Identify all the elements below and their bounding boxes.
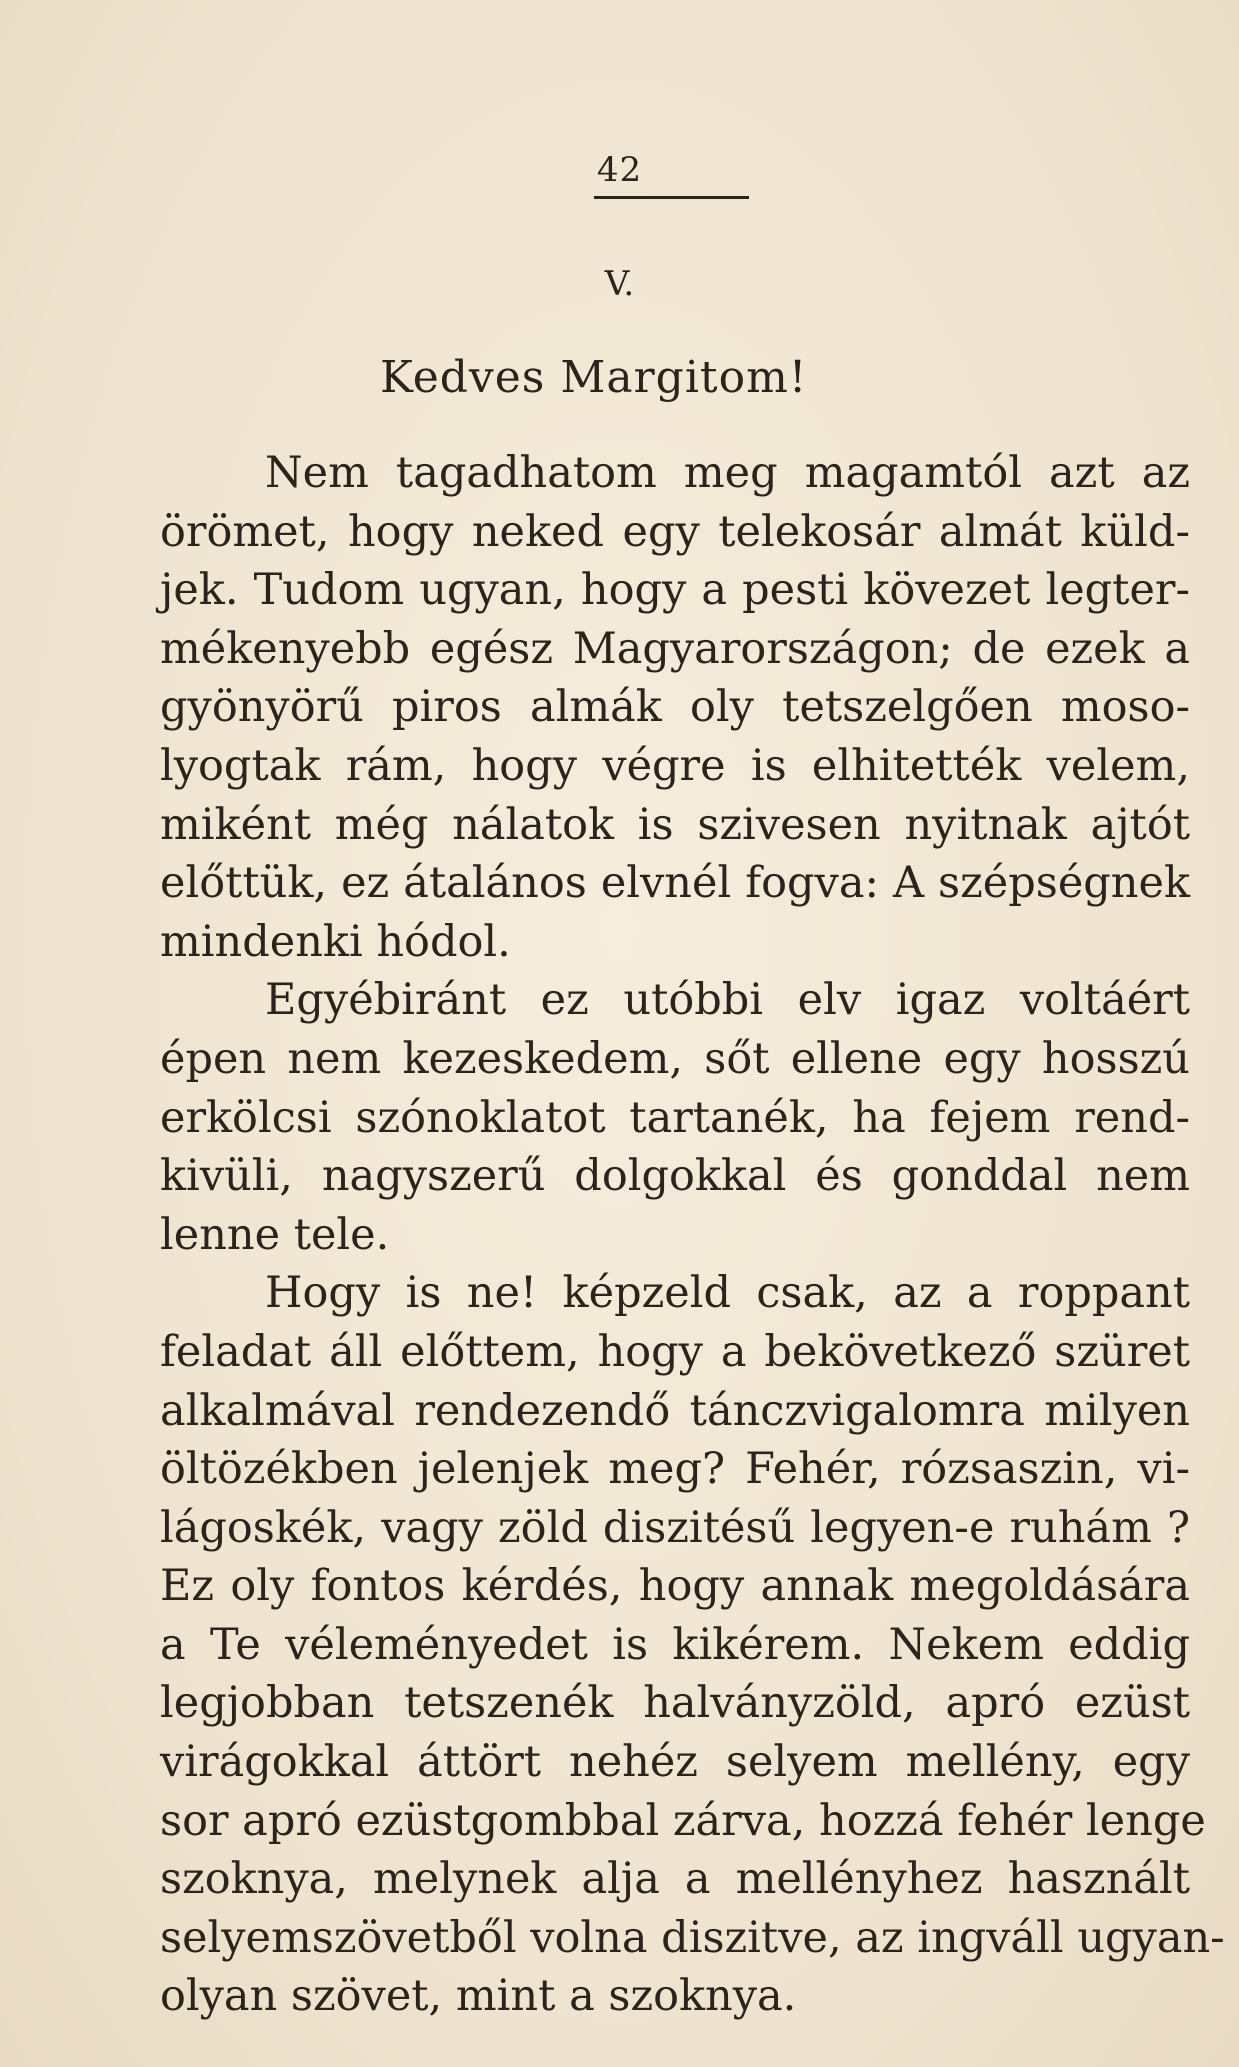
chapter-heading: V. (604, 264, 635, 304)
text-line: sor apró ezüstgombbal zárva, hozzá fehér lenge (160, 1795, 1206, 1846)
text-line: Nem tagadhatom meg magamtól azt az (265, 448, 1190, 498)
text-line: kivüli, nagyszerű dolgokkal és gonddal nem (160, 1151, 1190, 1202)
text-line: lágoskék, vagy zöld diszitésű legyen-e ruhám ? (160, 1502, 1190, 1553)
text-line: Ez oly fontos kérdés, hogy annak megoldására (160, 1561, 1190, 1612)
text-line: a Te véleményedet is kikérem. Nekem eddig (160, 1619, 1190, 1670)
text-line: épen nem kezeskedem, sőt ellene egy hosszú (160, 1033, 1190, 1084)
text-line: mindenki hódol. (160, 916, 511, 967)
text-line: selyemszövetből volna diszitve, az ingváll ugyan- (160, 1912, 1225, 1963)
paragraph (160, 1264, 1225, 2026)
text-line: lyogtak rám, hogy végre is elhitették velem, (160, 740, 1190, 791)
text-line: virágokkal áttört nehéz selyem mellény, egy (160, 1737, 1190, 1788)
text-line: előttük, ez átalános elvnél fogva: A szépségnek (160, 858, 1190, 909)
text-line: jek. Tudom ugyan, hogy a pesti kövezet legter- (160, 565, 1190, 616)
text-line: szoknya, melynek alja a mellényhez használt (160, 1854, 1190, 1905)
paragraph (160, 444, 1190, 971)
text-line: erkölcsi szónoklatot tartanék, ha fejem rend- (160, 1092, 1190, 1143)
letter-salutation: Kedves Margitom! (380, 352, 808, 403)
text-line: Hogy is ne! képzeld csak, az a roppant (265, 1268, 1190, 1319)
header-rule (594, 196, 749, 199)
page-number: 42 (596, 150, 643, 190)
text-line: feladat áll előttem, hogy a bekövetkező szüret (160, 1326, 1190, 1377)
text-line: gyönyörű piros almák oly tetszelgően moso- (160, 682, 1190, 733)
text-line: lenne tele. (160, 1209, 390, 1260)
letter-body (160, 444, 1225, 2026)
text-line: Egyébiránt ez utóbbi elv igaz voltáért (265, 975, 1190, 1026)
text-line: miként még nálatok is szivesen nyitnak ajtót (160, 799, 1190, 850)
text-line: legjobban tetszenék halványzöld, apró ezüst (160, 1678, 1190, 1729)
text-line: alkalmával rendezendő tánczvigalomra milyen (160, 1385, 1190, 1436)
text-line: olyan szövet, mint a szoknya. (160, 1971, 797, 2022)
paragraph (160, 971, 1190, 1264)
text-line: örömet, hogy neked egy telekosár almát küld- (160, 506, 1190, 557)
text-line: öltözékben jelenjek meg? Fehér, rózsaszin, vi- (160, 1444, 1190, 1495)
text-line: mékenyebb egész Magyarországon; de ezek a (160, 623, 1190, 674)
